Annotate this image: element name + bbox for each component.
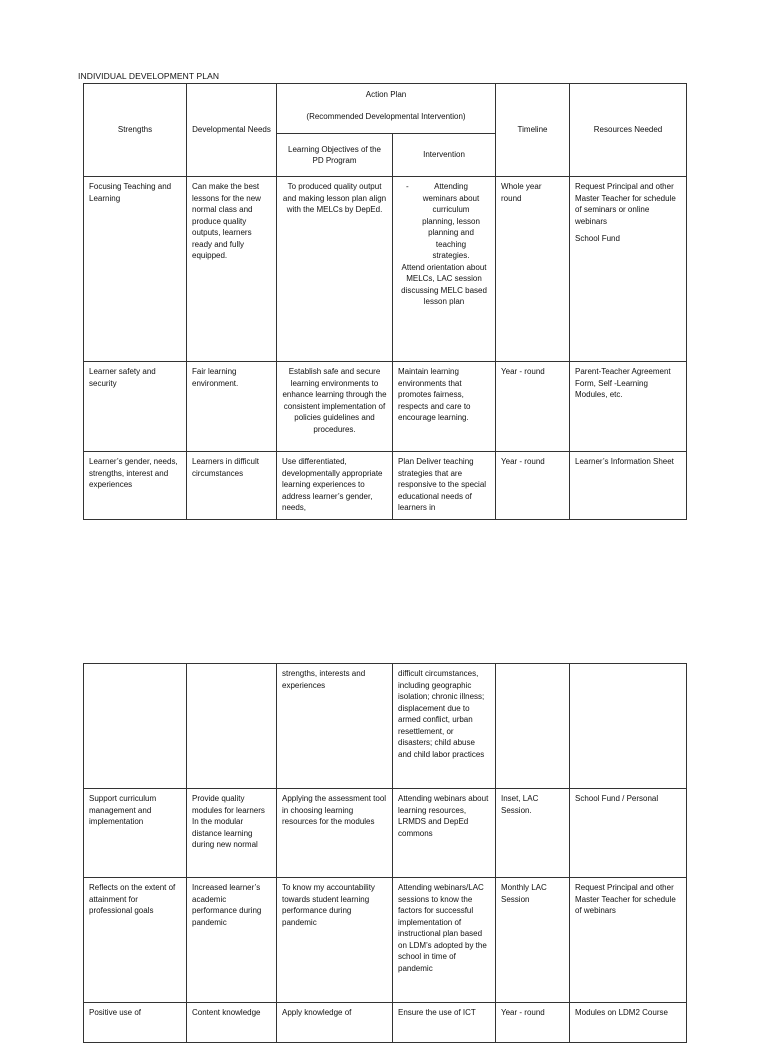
development-plan-table-page-1 (83, 83, 687, 520)
resources-text: Request Principal and other Master Teacher for schedule of seminars or online webinars (575, 182, 676, 226)
cell-strength: Reflects on the extent of attainment for professional goals (84, 878, 187, 1003)
table-row (84, 878, 687, 1003)
header-developmental-needs: Developmental Needs (187, 84, 277, 177)
cell-objective: strengths, interests and experiences (277, 664, 393, 789)
header-resources-needed: Resources Needed (570, 84, 687, 177)
document-title: INDIVIDUAL DEVELOPMENT PLAN (78, 71, 220, 81)
header-action-plan (277, 84, 496, 134)
cell-objective: Apply knowledge of (277, 1003, 393, 1043)
header-intervention: Intervention (393, 134, 496, 177)
action-plan-subtitle: (Recommended Developmental Intervention) (306, 111, 466, 121)
cell-strength: Learner safety and security (84, 362, 187, 452)
cell-timeline: Monthly LAC Session (496, 878, 570, 1003)
cell-intervention: Maintain learning environments that promotes fairness, respects and care to encourage learning. (393, 362, 496, 452)
header-strengths: Strengths (84, 84, 187, 177)
cell-intervention (393, 177, 496, 362)
cell-resources: Parent-Teacher Agreement Form, Self -Learning Modules, etc. (570, 362, 687, 452)
cell-intervention: Ensure the use of ICT (393, 1003, 496, 1043)
cell-timeline: Year - round (496, 452, 570, 520)
cell-resources: Learner’s Information Sheet (570, 452, 687, 520)
cell-intervention: difficult circumstances, including geographic isolation; chronic illness; displacement due to armed conflict, urban resettlement, or disasters; child abuse and child labor practices (393, 664, 496, 789)
cell-timeline: Year - round (496, 362, 570, 452)
table-row (84, 177, 687, 362)
cell-strength: Support curriculum management and implementation (84, 789, 187, 878)
cell-strength: Positive use of (84, 1003, 187, 1043)
table-row (84, 452, 687, 520)
table-row (84, 1003, 687, 1043)
table-row (84, 362, 687, 452)
cell-intervention: Attending webinars/LAC sessions to know the factors for successful implementation of instructional plan based on LDM’s adopted by the school in time of pandemic (393, 878, 496, 1003)
cell-intervention: Attending webinars about learning resources, LRMDS and DepEd commons (393, 789, 496, 878)
table-row (84, 664, 687, 789)
intervention-text-2: Attend orientation about MELCs, LAC session discussing MELC based lesson plan (401, 262, 487, 306)
cell-intervention: Plan Deliver teaching strategies that are responsive to the special educational needs of learners in (393, 452, 496, 520)
cell-resources: Modules on LDM2 Course (570, 1003, 687, 1043)
header-learning-objectives: Learning Objectives of the PD Program (277, 134, 393, 177)
action-plan-title: Action Plan (365, 90, 407, 99)
cell-need: Fair learning environment. (187, 362, 277, 452)
intervention-text: Attending weminars about curriculum planning, lesson planning and teaching strategies. (422, 182, 480, 260)
cell-strength: Learner’s gender, needs, strengths, interest and experiences (84, 452, 187, 520)
bullet-marker: - (406, 182, 409, 191)
cell-strength: Focusing Teaching and Learning (84, 177, 187, 362)
cell-need (187, 664, 277, 789)
cell-objective: Applying the assessment tool in choosing learning resources for the modules (277, 789, 393, 878)
cell-strength (84, 664, 187, 789)
cell-resources (570, 664, 687, 789)
cell-need: Learners in difficult circumstances (187, 452, 277, 520)
cell-need: Provide quality modules for learners In the modular distance learning during new normal (187, 789, 277, 878)
cell-resources: Request Principal and other Master Teacher for schedule of webinars (570, 878, 687, 1003)
table-row (84, 789, 687, 878)
cell-timeline: Inset, LAC Session. (496, 789, 570, 878)
cell-resources (570, 177, 687, 362)
cell-timeline: Year - round (496, 1003, 570, 1043)
cell-timeline (496, 664, 570, 789)
header-timeline: Timeline (496, 84, 570, 177)
resources-text-2: School Fund (575, 234, 620, 243)
cell-timeline: Whole year round (496, 177, 570, 362)
cell-resources: School Fund / Personal (570, 789, 687, 878)
cell-objective: Use differentiated, developmentally appropriate learning experiences to address learner’s gender, needs, (277, 452, 393, 520)
cell-need: Can make the best lessons for the new normal class and produce quality outputs, learners ready and fully equipped. (187, 177, 277, 362)
cell-objective: Establish safe and secure learning environments to enhance learning through the consistent implementation of policies guidelines and procedures. (277, 362, 393, 452)
cell-need: Increased learner’s academic performance during pandemic (187, 878, 277, 1003)
cell-need: Content knowledge (187, 1003, 277, 1043)
development-plan-table-page-2 (83, 663, 687, 1043)
cell-objective: To know my accountability towards student learning performance during pandemic (277, 878, 393, 1003)
cell-objective: To produced quality output and making lesson plan align with the MELCs by DepEd. (277, 177, 393, 362)
